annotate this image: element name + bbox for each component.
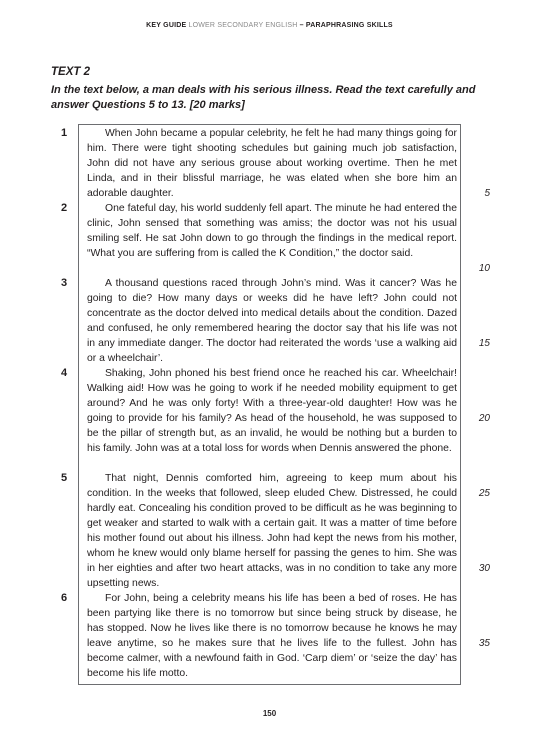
line-number: 30 <box>478 563 490 574</box>
header-series: LOWER SECONDARY ENGLISH <box>188 22 298 29</box>
passage-paragraph <box>87 367 457 457</box>
paragraph-number: 4 <box>61 367 68 379</box>
paragraph-number: 3 <box>61 277 68 289</box>
line-number: 5 <box>484 188 490 199</box>
passage-paragraph <box>87 277 457 367</box>
paragraph-number: 6 <box>61 592 68 604</box>
passage-paragraph <box>87 202 457 262</box>
section-instructions: In the text below, a man deals with his serious illness. Read the text carefully and answer Questions 5 to 13. [20 marks] <box>51 84 476 111</box>
paragraph-text: One fateful day, his world suddenly fell apart. The minute he had entered the clinic, John sensed that something was amiss; the doctor was not his usual smiling self. He sat John down to go through the findings in the medical report. “What you are suffering from is called the K Condition,” the doctor said. <box>87 203 457 259</box>
paragraph-text: Shaking, John phoned his best friend once he reached his car. Wheelchair! Walking aid! How was he going to work if he needed mobility equipment to get around? And he was only forty! With a three-year-old daughter! How was he going to provide for his family? As head of the household, he was supposed to be the pillar of strength but, as an invalid, he would be nothing but a burden to his family. John was at a total loss for words when Dennis answered the phone. <box>87 368 457 454</box>
passage-paragraph <box>87 592 457 682</box>
paragraph-text: When John became a popular celebrity, he felt he had many things going for him. There were tight shooting schedules but gaining much job satisfaction, John did not have any serious grouse about working overtime. Then he met Linda, and in their blissful marriage, he was elated when she bore him an adorable daughter. <box>87 128 457 199</box>
paragraph-text: A thousand questions raced through John’s mind. Was it cancer? Was he going to die? How many days or weeks did he have left? John could not concentrate as the doctor delved into medical details about the condition. Dazed and confused, he only remembered hearing the doctor say that his life was not in any immediate danger. The doctor had reiterated the words ‘use a walking aid or a wheelchair’. <box>87 278 457 364</box>
line-number: 15 <box>478 338 490 349</box>
header-topic: PARAPHRASING SKILLS <box>305 22 393 29</box>
page-number: 150 <box>262 709 277 718</box>
line-number: 20 <box>478 413 490 424</box>
passage-paragraph <box>87 472 457 592</box>
header-separator: – <box>299 22 304 29</box>
paragraph-text: That night, Dennis comforted him, agreeing to keep mum about his condition. In the weeks that followed, sleep eluded Chew. Distressed, he could hardly eat. Concealing his condition proved to be difficult as he was beginning to get weaker and started to walk with a certain gait. It was a matter of time before his mother found out about his illness. John had kept the news from his mother, whom he knew would only blame herself for passing the genes to him. She was in her eighties and after two heart attacks, was in no condition to take any more upsetting news. <box>87 473 457 589</box>
paragraph-number: 2 <box>61 202 68 214</box>
line-number: 25 <box>478 488 490 499</box>
passage-paragraph <box>87 127 457 202</box>
section-title: TEXT 2 <box>51 66 90 78</box>
running-header <box>0 22 539 29</box>
header-prefix: KEY GUIDE <box>146 22 187 29</box>
line-number: 35 <box>478 638 490 649</box>
paragraph-number: 5 <box>61 472 68 484</box>
paragraph-number: 1 <box>61 127 68 139</box>
line-number: 10 <box>478 263 490 274</box>
paragraph-text: For John, being a celebrity means his life has been a bed of roses. He has been partying like there is no tomorrow but since being struck by disease, he has stopped. Now he lives like there is no tomorrow because he knows he may leave anytime, so he makes sure that he lives life to the fullest. John has become calmer, with a newfound faith in God. ‘Carp diem’ or ‘seize the day’ has become his life motto. <box>87 593 457 679</box>
